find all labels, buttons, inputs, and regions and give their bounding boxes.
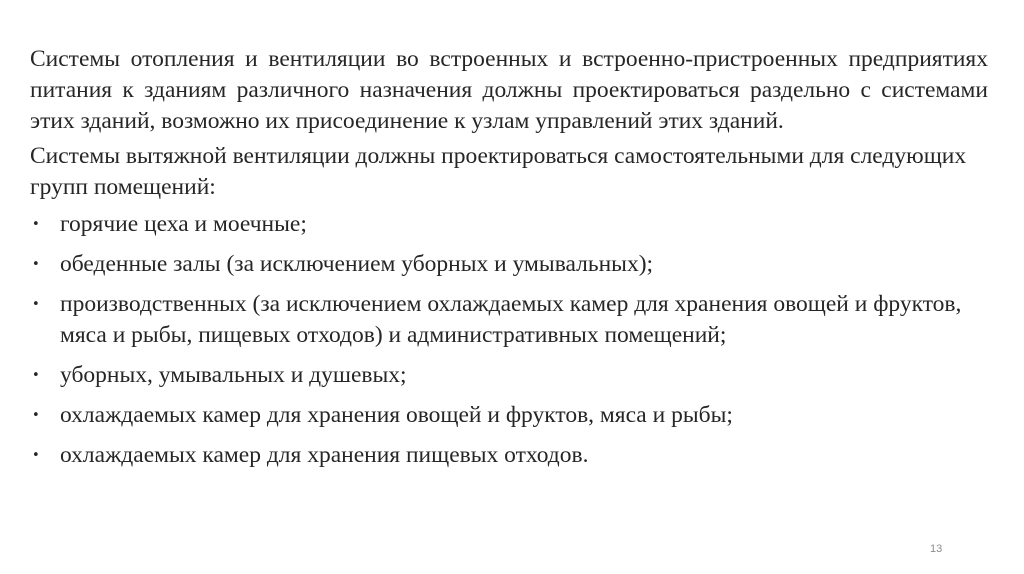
list-item xyxy=(30,209,988,240)
list-item-text: охлаждаемых камер для хранения пищевых отходов. xyxy=(60,442,589,468)
list-item-text: производственных (за исключением охлаждаемых камер для хранения овощей и фруктов, мяса и рыбы, пищевых отходов) и административных помещений; xyxy=(60,291,962,348)
bullet-icon: • xyxy=(32,448,40,463)
list-item xyxy=(30,249,988,280)
bullet-list xyxy=(30,209,988,471)
bullet-icon: • xyxy=(32,257,40,272)
list-item xyxy=(30,400,988,431)
bullet-icon: • xyxy=(32,368,40,383)
list-item-text: уборных, умывальных и душевых; xyxy=(60,362,407,388)
list-item-text: обеденные залы (за исключением уборных и умывальных); xyxy=(60,251,654,277)
list-item xyxy=(30,360,988,391)
list-item-text: горячие цеха и моечные; xyxy=(60,211,307,237)
bullet-icon: • xyxy=(32,297,40,312)
paragraph-exhaust-ventilation: Системы вытяжной вентиляции должны проектироваться самостоятельными для следующих групп помещений: xyxy=(30,143,967,200)
bullet-icon: • xyxy=(32,217,40,232)
list-item xyxy=(30,289,988,351)
list-item xyxy=(30,440,988,471)
bullet-icon: • xyxy=(32,408,40,423)
list-item-text: охлаждаемых камер для хранения овощей и фруктов, мяса и рыбы; xyxy=(60,402,733,428)
slide-content xyxy=(30,44,988,471)
page-number: 13 xyxy=(930,543,943,555)
paragraph-heating-ventilation: Системы отопления и вентиляции во встроенных и встроенно-пристроенных предприятиях питания к зданиям различного назначения должны проектироваться раздельно с системами этих зданий, возможно их присоединение к узлам управлений этих зданий. xyxy=(30,46,988,134)
